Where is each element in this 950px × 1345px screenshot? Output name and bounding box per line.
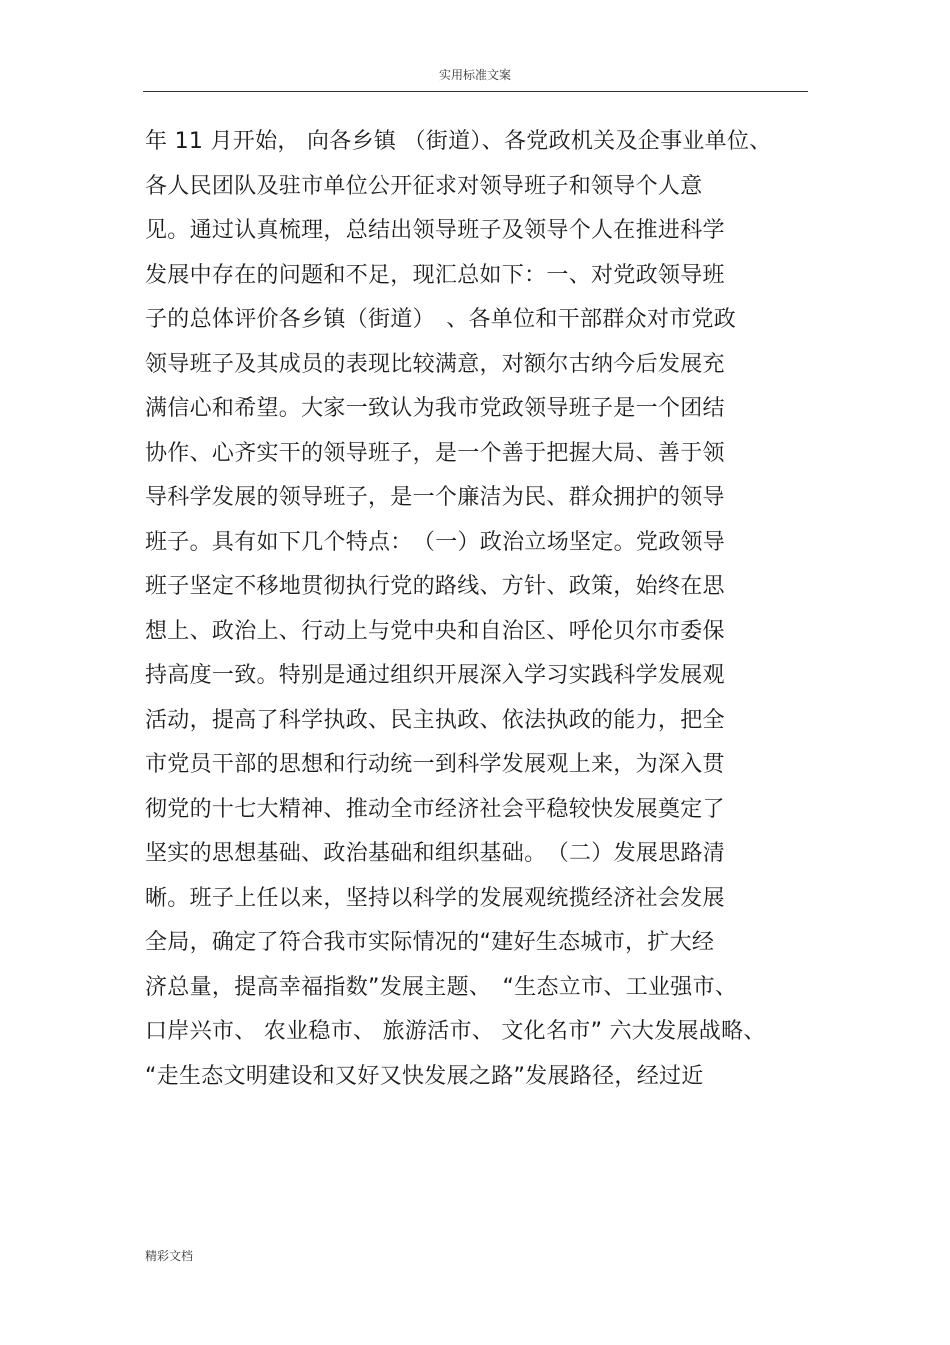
body-line: 想上、政治上、行动上与党中央和自治区、呼伦贝尔市委保 [145,618,725,644]
body-line: 年 11 月开始， 向各乡镇 （街道）、各党政机关及企事业单位、 [145,129,772,154]
body-line: 子的总体评价各乡镇（街道） 、各单位和干部群众对市党政 [145,307,737,332]
body-line: 领导班子及其成员的表现比较满意，对额尔古纳今后发展充 [145,351,725,377]
body-line: 见。通过认真梳理，总结出领导班子及领导个人在推进科学 [145,218,725,243]
body-line: “走生态文明建设和又好又快发展之路”发展路径，经过近 [145,1063,704,1089]
body-line: 班子。具有如下几个特点： （一）政治立场坚定。党政领导 [145,529,726,555]
body-line: 协作、心齐实干的领导班子，是一个善于把握大局、善于领 [145,440,725,466]
body-line: 满信心和希望。大家一致认为我市党政领导班子是一个团结 [145,396,725,421]
footer-text: 精彩文档 [145,1249,194,1263]
body-line: 晰。班子上任以来，坚持以科学的发展观统揽经济社会发展 [145,885,725,911]
document-body [145,120,805,1099]
body-line: 济总量，提高幸福指数”发展主题、 “生态立市、工业强市、 [145,974,738,1000]
body-line: 市党员干部的思想和行动统一到科学发展观上来，为深入贯 [145,752,725,777]
header-title: 实用标准文案 [438,68,511,82]
body-line: 发展中存在的问题和不足，现汇总如下：一、对党政领导班 [145,262,725,288]
body-line: 各人民团队及驻市单位公开征求对领导班子和领导个人意 [145,173,703,199]
header-divider [143,91,808,92]
body-line: 彻党的十七大精神、推动全市经济社会平稳较快发展奠定了 [145,796,725,822]
body-line: 导科学发展的领导班子，是一个廉洁为民、群众拥护的领导 [145,485,725,510]
body-line: 活动，提高了科学执政、民主执政、依法执政的能力，把全 [145,707,725,733]
body-line: 班子坚定不移地贯彻执行党的路线、方针、政策，始终在思 [145,574,725,599]
body-line: 口岸兴市、 农业稳市、 旅游活市、 文化名市” 六大发展战略、 [145,1019,766,1044]
body-line: 全局，确定了符合我市实际情况的“建好生态城市，扩大经 [145,930,715,955]
body-line: 坚实的思想基础、政治基础和组织基础。 （二）发展思路清 [145,841,726,866]
body-line: 持高度一致。特别是通过组织开展深入学习实践科学发展观 [145,663,725,688]
